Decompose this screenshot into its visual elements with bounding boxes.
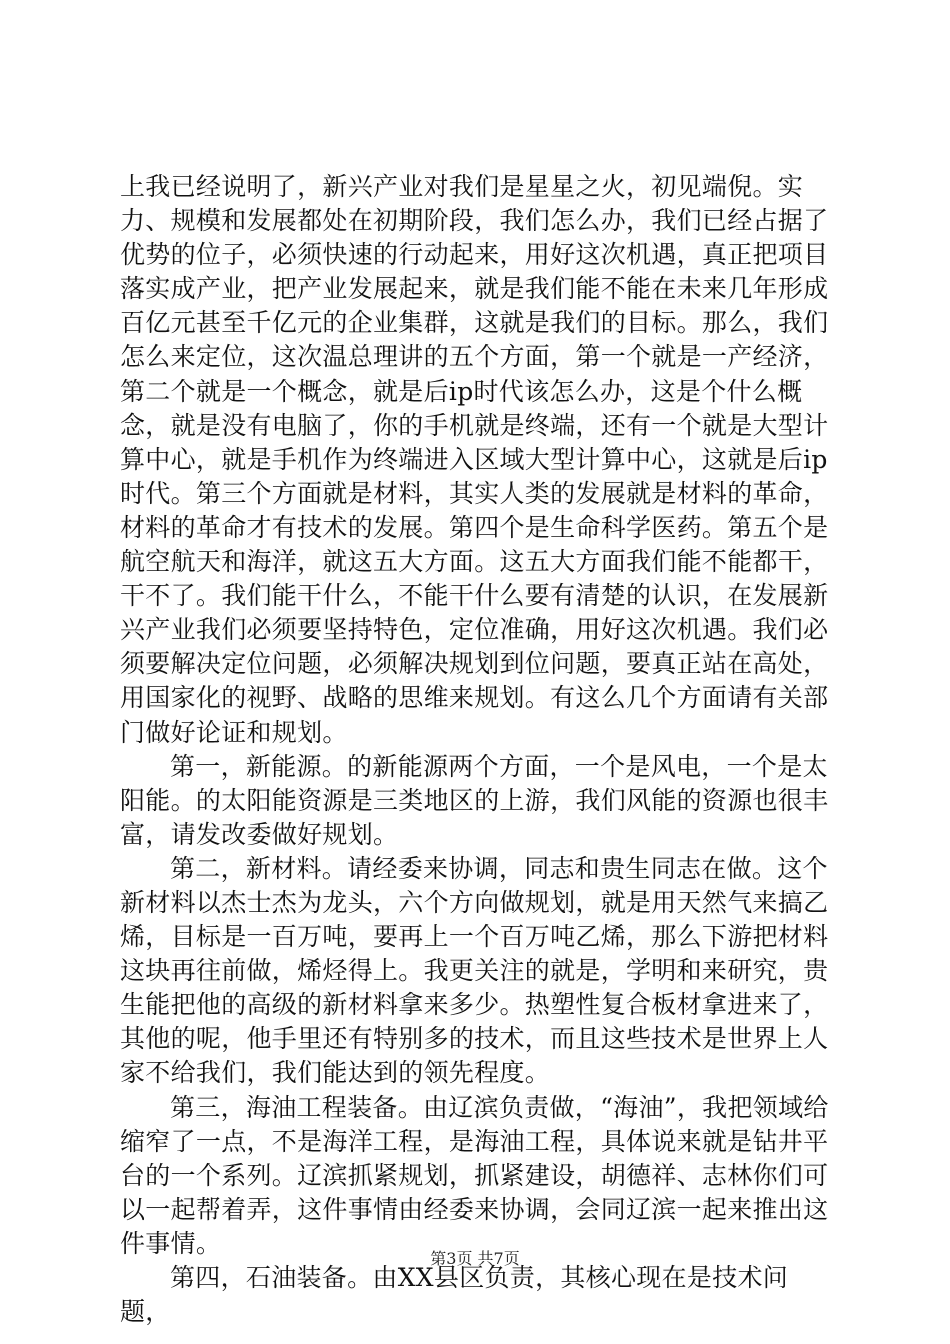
paragraph-5: 第四，石油装备。由XX县区负责，其核心现在是技术问题， — [120, 1263, 789, 1327]
paragraph-1: 上我已经说明了，新兴产业对我们是星星之火，初见端倪。实力、规模和发展都处在初期阶段，我们怎么办，我们已经占据了优势的位子，必须快速的行动起来，用好这次机遇，真正把项目落实成产业，把产业发展起来，就是我们能不能在未来几年形成百亿元甚至千亿元的企业集群，这就是我们的目标。那么，我们怎么来定位，这次温总理讲的五个方面，第一个就是一产经济，第二个就是一个概念，就是后ip时代该怎么办，这是个什么概念，就是没有电脑了，你的手机就是终端，还有一个就是大型计算中心，就是手机作为终端进入区域大型计算中心，这就是后ip时代。第三个方面就是材料，其实人类的发展就是材料的革命，材料的革命才有技术的发展。第四个是生命科学医药。第五个是航空航天和海洋，就这五大方面。这五大方面我们能不能都干，干不了。我们能干什么，不能干什么要有清楚的认识，在发展新兴产业我们必须要坚持特色，定位准确，用好这次机遇。我们必须要解决定位问题，必须解决规划到位问题，要真正站在高处，用国家化的视野、战略的思维来规划。有这么几个方面请有关部门做好论证和规划。 — [120, 172, 829, 747]
paragraph-3: 第二，新材料。请经委来协调，同志和贵生同志在做。这个新材料以杰士杰为龙头，六个方向做规划，就是用天然气来搞乙烯，目标是一百万吨，要再上一个百万吨乙烯，那么下游把材料这块再往前做，烯烃得上。我更关注的就是，学明和来研究，贵生能把他的高级的新材料拿来多少。热塑性复合板材拿进来了，其他的呢，他手里还有特别多的技术，而且这些技术是世界上人家不给我们，我们能达到的领先程度。 — [120, 853, 829, 1088]
document-body — [120, 170, 832, 1329]
page-footer: 第3页 共7页 — [430, 1249, 520, 1268]
paragraph-4: 第三，海油工程装备。由辽滨负责做，“海油”，我把领域给缩窄了一点，不是海洋工程，是海油工程，具体说来就是钻井平台的一个系列。辽滨抓紧规划，抓紧建设，胡德祥、志林你们可以一起帮着弄，这件事情由经委来协调，会同辽滨一起来推出这件事情。 — [120, 1092, 829, 1258]
paragraph-2: 第一，新能源。的新能源两个方面，一个是风电，一个是太阳能。的太阳能资源是三类地区的上游，我们风能的资源也很丰富，请发改委做好规划。 — [120, 751, 829, 849]
